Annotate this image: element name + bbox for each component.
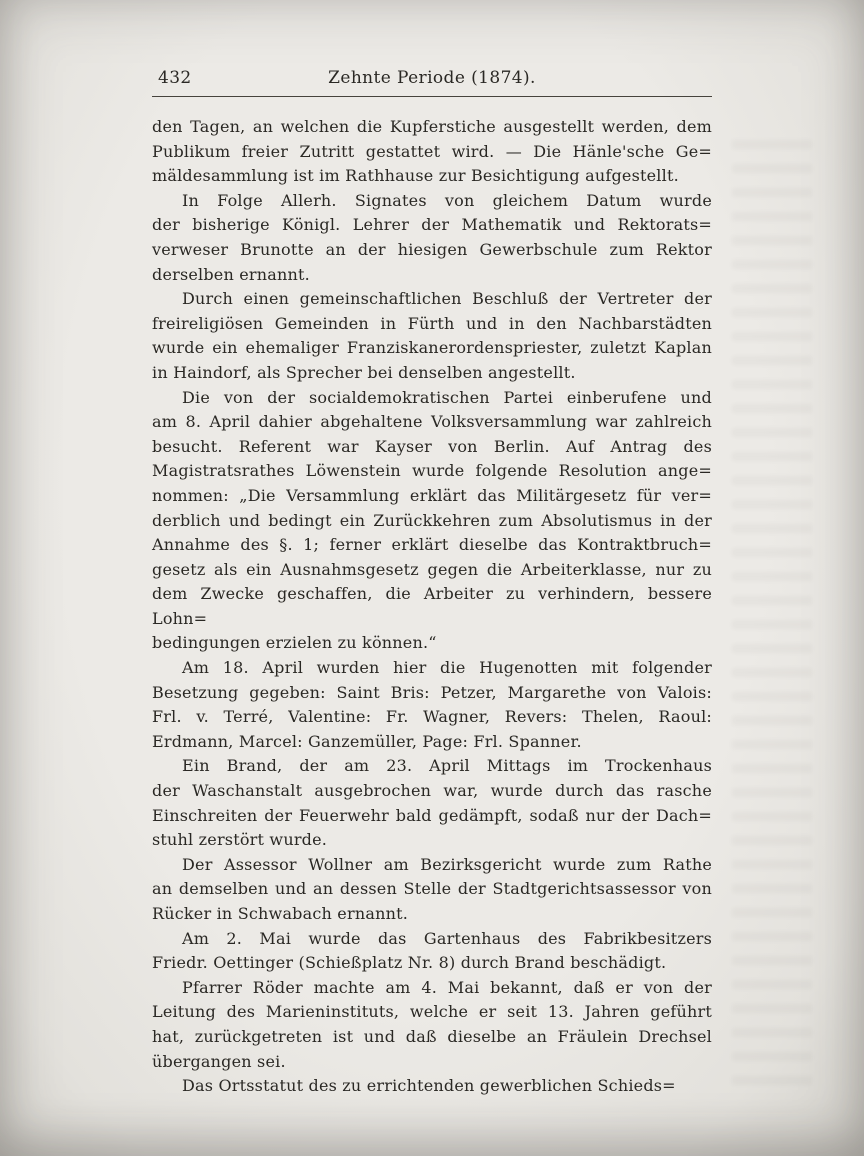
text-line: der Waschanstalt ausgebrochen war, wurde durch das rasche [152, 781, 712, 801]
paragraph [152, 976, 712, 1074]
text-line: wurde ein ehemaliger Franziskanerordenspriester, zuletzt Kaplan [152, 338, 712, 358]
chapter-header: Zehnte Periode (1874). [328, 68, 536, 88]
text-line: Annahme des §. 1; ferner erklärt dieselbe das Kontraktbruch= [152, 535, 712, 555]
text-line: an demselben und an dessen Stelle der Stadtgerichtsassessor von [152, 879, 712, 899]
text-line: am 8. April dahier abgehaltene Volksversammlung war zahlreich [152, 412, 712, 432]
text-line: Magistratsrathes Löwenstein wurde folgende Resolution ange= [152, 461, 712, 481]
text-line: freireligiösen Gemeinden in Fürth und in den Nachbarstädten [152, 313, 712, 333]
text-line: Erdmann, Marcel: Ganzemüller, Page: Frl. Spanner. [152, 731, 582, 751]
text-line: stuhl zerstört wurde. [152, 830, 328, 850]
paragraph [152, 656, 712, 754]
text-line: Leitung des Marieninstituts, welche er seit 13. Jahren geführt [152, 1002, 712, 1022]
paragraph [152, 189, 712, 287]
page-number: 432 [158, 68, 192, 88]
text-line: derblich und bedingt ein Zurückkehren zum Absolutismus in der [152, 510, 712, 530]
paragraph [152, 853, 712, 927]
text-line: Pfarrer Röder machte am 4. Mai bekannt, daß er von der [182, 977, 712, 997]
text-line: Ein Brand, der am 23. April Mittags im Trockenhaus [182, 756, 712, 776]
page-body [152, 115, 712, 1099]
header-rule [152, 96, 712, 97]
running-head [152, 68, 712, 94]
paragraph [152, 927, 712, 976]
text-line: Am 2. Mai wurde das Gartenhaus des Fabrikbesitzers [182, 928, 712, 948]
text-line: Besetzung gegeben: Saint Bris: Petzer, Margarethe von Valois: [152, 682, 712, 702]
text-line: mäldesammlung ist im Rathhause zur Besichtigung aufgestellt. [152, 166, 679, 186]
text-line: Rücker in Schwabach ernannt. [152, 904, 408, 923]
paragraph [152, 754, 712, 852]
reverse-page-bleed-through [732, 140, 812, 1100]
text-line: Die von der socialdemokratischen Partei einberufene und [182, 387, 712, 407]
text-line: besucht. Referent war Kayser von Berlin. Auf Antrag des [152, 436, 712, 456]
text-line: dem Zwecke geschaffen, die Arbeiter zu verhindern, bessere Lohn= [152, 584, 712, 628]
text-line: Publikum freier Zutritt gestattet wird. — Die Hänle'sche Ge= [152, 141, 712, 161]
paragraph [152, 287, 712, 385]
text-line: Durch einen gemeinschaftlichen Beschluß der Vertreter der [182, 289, 712, 309]
text-line: den Tagen, an welchen die Kupferstiche ausgestellt werden, dem [152, 117, 712, 136]
text-line: nommen: „Die Versammlung erklärt das Militärgesetz für ver= [152, 485, 712, 505]
text-line: Am 18. April wurden hier die Hugenotten mit folgender [182, 658, 712, 678]
text-line: bedingungen erzielen zu können.“ [152, 633, 437, 653]
page-content [152, 68, 712, 1099]
text-line: in Haindorf, als Sprecher bei denselben angestellt. [152, 362, 576, 382]
text-line: übergangen sei. [152, 1051, 286, 1071]
text-line: derselben ernannt. [152, 264, 310, 284]
paragraph [152, 386, 712, 657]
text-line: verweser Brunotte an der hiesigen Gewerbschule zum Rektor [152, 239, 712, 259]
text-line: der bisherige Königl. Lehrer der Mathematik und Rektorats= [152, 215, 712, 235]
text-line: Frl. v. Terré, Valentine: Fr. Wagner, Revers: Thelen, Raoul: [152, 707, 712, 727]
text-line: hat, zurückgetreten ist und daß dieselbe an Fräulein Drechsel [152, 1026, 712, 1046]
paragraph [152, 115, 712, 189]
text-line: Einschreiten der Feuerwehr bald gedämpft, sodaß nur der Dach= [152, 805, 712, 825]
text-line: Der Assessor Wollner am Bezirksgericht wurde zum Rathe [182, 854, 712, 874]
text-line: Das Ortsstatut des zu errichtenden gewerblichen Schieds= [182, 1076, 676, 1096]
text-line: Friedr. Oettinger (Schießplatz Nr. 8) durch Brand beschädigt. [152, 953, 667, 973]
paragraph [152, 1074, 712, 1099]
text-line: gesetz als ein Ausnahmsgesetz gegen die Arbeiterklasse, nur zu [152, 559, 712, 579]
text-line: In Folge Allerh. Signates von gleichem Datum wurde [182, 190, 712, 210]
